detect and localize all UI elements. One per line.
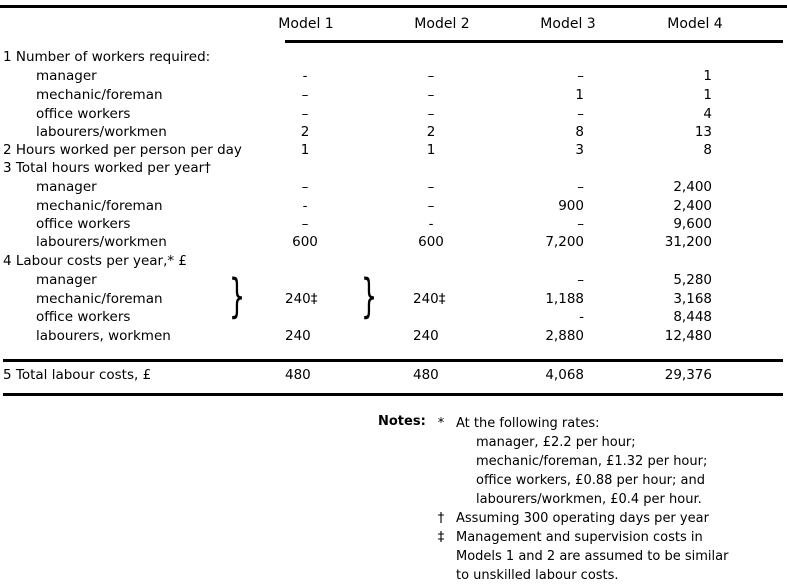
- cell-model-1: -: [302, 198, 308, 214]
- header-rule: [285, 40, 783, 43]
- note-line: Models 1 and 2 are assumed to be similar: [456, 549, 729, 564]
- column-header-model-3: Model 3: [540, 16, 596, 32]
- column-header-model-1: Model 1: [278, 16, 334, 32]
- table-row: [0, 105, 787, 124]
- table-row: [0, 233, 787, 252]
- cell-model-1: –: [301, 87, 309, 103]
- cell-model-4: 8,448: [673, 309, 712, 325]
- cell-model-3: –: [577, 272, 584, 288]
- cell-model-3: –: [577, 68, 584, 84]
- cell-model-4: 8: [703, 142, 712, 158]
- row-label: labourers, workmen: [36, 328, 171, 344]
- row-label: manager: [36, 179, 97, 195]
- cell-model-4: 2,400: [673, 198, 712, 214]
- cell-model-2: -: [428, 216, 434, 232]
- note-rates: [437, 414, 787, 509]
- total-top-rule: [3, 359, 783, 362]
- row-label: office workers: [36, 216, 131, 232]
- cell-model-3: 900: [558, 198, 584, 214]
- cell-model-2: 600: [418, 234, 444, 250]
- note-line: to unskilled labour costs.: [456, 568, 619, 583]
- cell-model-1: 480: [285, 367, 311, 383]
- cell-model-2: –: [427, 106, 435, 122]
- note-operating-days: [437, 509, 787, 528]
- table-row: [0, 308, 787, 327]
- bottom-rule: [3, 393, 783, 396]
- double-dagger-mark: ‡: [437, 530, 445, 545]
- table-row: [0, 290, 787, 309]
- table-row: [0, 178, 787, 197]
- cell-model-1: 240: [285, 328, 311, 344]
- note-line: Management and supervision costs in: [456, 530, 703, 545]
- cell-model-4: 1: [703, 87, 712, 103]
- table-row: [0, 123, 787, 142]
- note-subline: mechanic/foreman, £1.32 per hour;: [476, 454, 708, 469]
- cell-model-2: 1: [426, 142, 436, 158]
- row-label: mechanic/foreman: [36, 198, 163, 214]
- cell-model-3: 4,068: [545, 367, 584, 383]
- table-row: [0, 197, 787, 216]
- cell-model-1: –: [301, 179, 309, 195]
- section-5-total-row: [0, 366, 787, 385]
- notes-title: Notes:: [378, 414, 426, 429]
- cell-model-4: 31,200: [664, 234, 712, 250]
- cell-model-4: 4: [703, 106, 712, 122]
- cell-model-3: 7,200: [545, 234, 584, 250]
- cell-model-4: 1: [703, 68, 712, 84]
- row-label: mechanic/foreman: [36, 291, 163, 307]
- cell-model-1: 1: [300, 142, 310, 158]
- cell-model-1: 600: [292, 234, 318, 250]
- cell-model-3: 2,880: [545, 328, 584, 344]
- cell-model-2: –: [427, 179, 435, 195]
- cell-model-4: 3,168: [673, 291, 712, 307]
- note-line: Assuming 300 operating days per year: [456, 511, 709, 526]
- brace-model-2: }: [361, 269, 378, 323]
- cell-model-2: 240‡: [413, 291, 446, 307]
- cell-model-3: -: [579, 309, 584, 325]
- note-subline: office workers, £0.88 per hour; and: [476, 473, 705, 488]
- cell-model-1: –: [301, 216, 309, 232]
- section-4-title-row: [0, 252, 787, 271]
- cell-model-4: 13: [694, 124, 712, 140]
- row-label: labourers/workmen: [36, 234, 167, 250]
- cell-model-4: 29,376: [664, 367, 712, 383]
- column-header-model-2: Model 2: [414, 16, 470, 32]
- dagger-mark: †: [437, 511, 445, 526]
- cell-model-2: 240: [413, 328, 439, 344]
- row-label: office workers: [36, 106, 131, 122]
- cell-model-1: -: [302, 68, 308, 84]
- cell-model-2: –: [427, 87, 435, 103]
- cell-model-1: 2: [300, 124, 310, 140]
- brace-model-1: }: [229, 269, 246, 323]
- cell-model-4: 2,400: [673, 179, 712, 195]
- section-title: 1 Number of workers required:: [3, 49, 211, 65]
- cell-model-3: –: [577, 216, 584, 232]
- cell-model-4: 5,280: [673, 272, 712, 288]
- section-1-title-row: [0, 48, 787, 67]
- cell-model-4: 9,600: [673, 216, 712, 232]
- table-row: [0, 215, 787, 234]
- column-header-model-4: Model 4: [667, 16, 723, 32]
- note-subline: manager, £2.2 per hour;: [476, 435, 636, 450]
- row-label: manager: [36, 272, 97, 288]
- section-title: 2 Hours worked per person per day: [3, 142, 242, 158]
- section-title: 3 Total hours worked per year†: [3, 160, 211, 176]
- cell-model-1: 240‡: [285, 291, 318, 307]
- section-3-title-row: [0, 159, 787, 178]
- row-label: labourers/workmen: [36, 124, 167, 140]
- row-label: mechanic/foreman: [36, 87, 163, 103]
- cell-model-3: 8: [575, 124, 584, 140]
- cell-model-3: –: [577, 106, 584, 122]
- row-label: office workers: [36, 309, 131, 325]
- cell-model-3: –: [577, 179, 584, 195]
- section-2-row: [0, 141, 787, 160]
- cell-model-3: 1: [575, 87, 584, 103]
- cell-model-2: 480: [413, 367, 439, 383]
- top-rule: [0, 5, 787, 8]
- table-row: [0, 271, 787, 290]
- section-title: 4 Labour costs per year,* £: [3, 253, 187, 269]
- cell-model-3: 3: [575, 142, 584, 158]
- cell-model-2: 2: [426, 124, 436, 140]
- asterisk-mark: *: [437, 416, 445, 431]
- note-management-costs: [437, 528, 787, 585]
- cell-model-1: –: [301, 106, 309, 122]
- note-subline: labourers/workmen, £0.4 per hour.: [476, 492, 702, 507]
- table-row: [0, 67, 787, 86]
- row-label: manager: [36, 68, 97, 84]
- section-title: 5 Total labour costs, £: [3, 367, 152, 383]
- cell-model-2: –: [427, 68, 435, 84]
- table-row: [0, 86, 787, 105]
- cell-model-3: 1,188: [545, 291, 584, 307]
- note-line: At the following rates:: [456, 416, 600, 431]
- cell-model-2: –: [427, 198, 435, 214]
- cell-model-4: 12,480: [664, 328, 712, 344]
- table-row: [0, 327, 787, 346]
